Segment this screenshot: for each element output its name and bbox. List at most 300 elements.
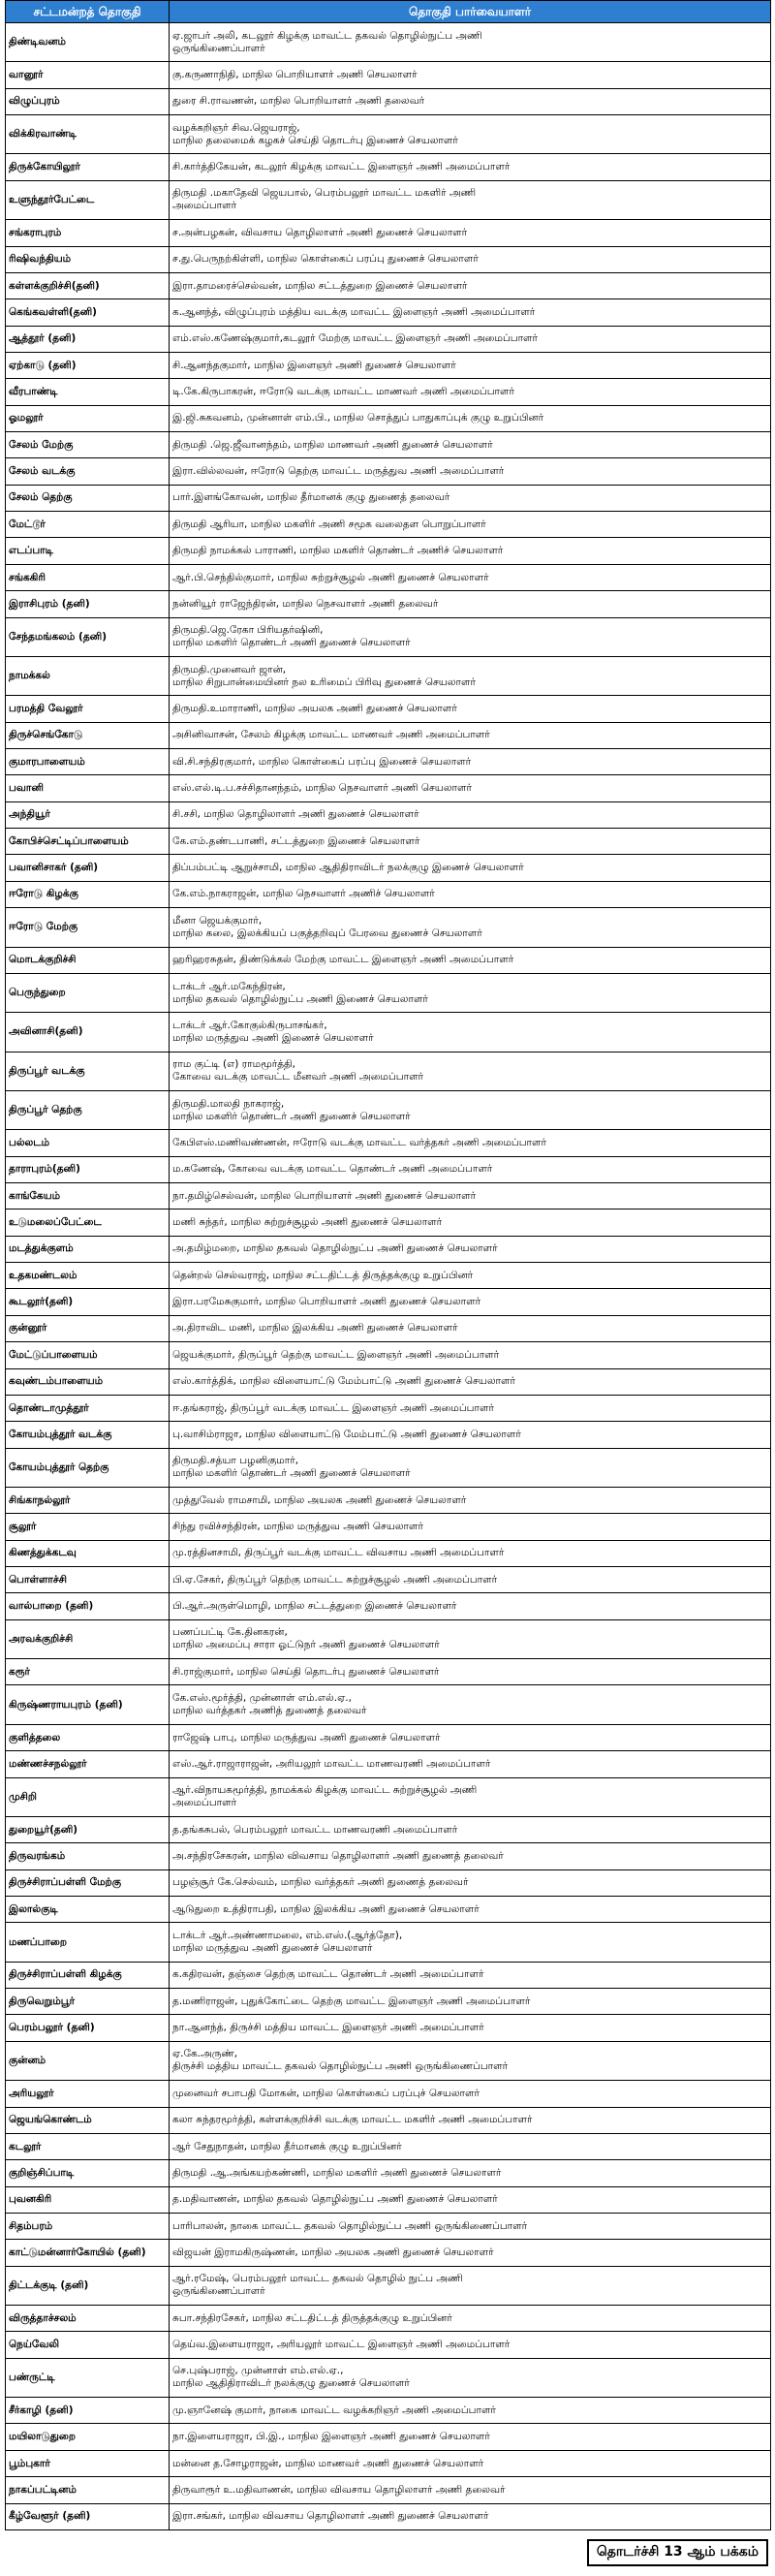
constituency-cell: கடலூர்	[6, 2133, 170, 2159]
observer-cell	[170, 458, 771, 485]
constituency-cell: ஏற்காடு (தனி)	[6, 352, 170, 378]
constituency-cell: விக்கிரவாண்டி	[6, 115, 170, 154]
observer-cell	[170, 1777, 771, 1816]
observer-cell	[170, 485, 771, 511]
observer-cell	[170, 1923, 771, 1962]
table-row	[6, 2133, 771, 2159]
observer-line: அ.தமிழ்மறை, மாநில தகவல் தொழில்நுட்ப அணி துணைச் செயலாளர்	[172, 1242, 498, 1255]
table-row	[6, 1289, 771, 1315]
table-row	[6, 1368, 771, 1395]
table-row	[6, 908, 771, 947]
table-row	[6, 696, 771, 722]
table-row	[6, 1897, 771, 1923]
observer-cell	[170, 829, 771, 855]
observer-line: ஆர்.ரமேஷ், பெரம்பலூர் மாவட்ட தகவல் தொழில் நுட்ப அணி	[172, 2273, 463, 2285]
constituency-cell: ஈரோடு மேற்கு	[6, 908, 170, 947]
observer-cell	[170, 1593, 771, 1619]
observer-line: திருமதி.ஜெ.ரேகா பிரியதர்ஷினி,	[172, 624, 324, 637]
constituency-cell: நாகப்பட்டினம்	[6, 2477, 170, 2503]
table-row	[6, 1514, 771, 1540]
observer-line: பு.வாசிம்ராஜா, மாநில விளையாட்டு மேம்பாட்டு அணி துணைச் செயலாளர்	[172, 1428, 521, 1440]
observer-line: மாநில அமைப்பு சாரா ஓட்டுநர் அணி துணைச் செயலாளர்	[172, 1639, 440, 1651]
observer-line: இரா.தாமரைச்செல்வன், மாநில சட்டத்துறை இணைச் செயலாளர்	[172, 279, 468, 292]
table-row	[6, 1989, 771, 2015]
table-row	[6, 1209, 771, 1236]
constituency-cell: குறிஞ்சிப்பாடி	[6, 2160, 170, 2186]
observer-line: டாக்டர் ஆர்.மகேந்திரன்,	[172, 980, 286, 992]
table-row	[6, 352, 771, 378]
observer-line: ஏ.கே.அருண்,	[172, 2048, 238, 2060]
table-row	[6, 2041, 771, 2080]
constituency-cell: மயிலாடுதுறை	[6, 2424, 170, 2450]
constituency-cell: கோபிச்செட்டிப்பாளையம்	[6, 829, 170, 855]
observer-cell	[170, 564, 771, 590]
constituency-cell: குமாரபாளையம்	[6, 748, 170, 774]
observer-cell	[170, 2133, 771, 2159]
constituency-cell: பொள்ளாச்சி	[6, 1567, 170, 1593]
table-row	[6, 1777, 771, 1816]
constituency-cell: மேட்டுப்பாளையம்	[6, 1342, 170, 1368]
observer-line: சி.கார்த்திகேயன், கடலூர் கிழக்கு மாவட்ட இளைஞர் அணி அமைப்பாளர்	[172, 161, 511, 173]
constituency-cell: உளுந்தூர்பேட்டை	[6, 180, 170, 219]
observer-line: திருமதி .மகாதேவி ஜெயபால், பெரம்பலூர் மாவட்ட மகளிர் அணி	[172, 187, 477, 200]
observer-line: முனைவர் சபாபதி மோகன், மாநில கொள்கைப் பரப்புச் செயலாளர்	[172, 2087, 480, 2099]
observer-line: மாநில ஆதிதிராவிடர் நலக்குழு துணைச் செயலாளர்	[172, 2377, 410, 2390]
observer-line: கலா சுந்தரமூர்த்தி, கள்ளக்குறிச்சி வடக்கு மாவட்ட மகளிர் அணி அமைப்பாளர்	[172, 2114, 533, 2126]
observer-line: கே.எம்.தண்டபாணி, சட்டத்துறை இணைச் செயலாளர்	[172, 834, 420, 847]
observer-line: மாநில மகளிர் தொண்டர் அணி துணைச் செயலாளர்	[172, 1110, 411, 1122]
constituency-cell: சங்கராபுரம்	[6, 220, 170, 246]
constituency-cell: திருவரங்கம்	[6, 1843, 170, 1869]
observer-line: திப்பம்பட்டி ஆறுச்சாமி, மாநில ஆதிதிராவிடர் நலக்குழு இணைச் செயலாளர்	[172, 862, 524, 874]
observer-cell	[170, 379, 771, 405]
observer-cell	[170, 299, 771, 326]
observer-cell	[170, 1289, 771, 1315]
table-row	[6, 2450, 771, 2476]
observer-line: சி.ராஜ்குமார், மாநில செய்தி தொடர்பு துணைச் செயலாளர்	[172, 1665, 440, 1678]
table-row	[6, 246, 771, 272]
constituency-cell: வானூர்	[6, 62, 170, 88]
table-row	[6, 458, 771, 485]
constituency-cell: காங்கேயம்	[6, 1183, 170, 1209]
observer-cell	[170, 908, 771, 947]
table-row	[6, 220, 771, 246]
constituency-cell: நெய்வேலி	[6, 2332, 170, 2358]
table-row	[6, 2503, 771, 2529]
constituency-cell: விழுப்புரம்	[6, 88, 170, 114]
observer-line: இரா.சங்கர், மாநில விவசாய தொழிலாளர் அணி துணைச் செயலாளர்	[172, 2510, 489, 2523]
observer-line: ஆர் சேதுநாதன், மாநில தீர்மானக் குழு உறுப்பினர்	[172, 2140, 402, 2152]
observer-cell	[170, 1897, 771, 1923]
observer-cell	[170, 1685, 771, 1724]
observer-cell	[170, 2450, 771, 2476]
observer-cell	[170, 1751, 771, 1777]
table-row	[6, 2015, 771, 2041]
table-row	[6, 1869, 771, 1896]
observer-line: டி.கே.கிருபாகரன், ஈரோடு வடக்கு மாவட்ட மாணவர் அணி அமைப்பாளர்	[172, 385, 514, 397]
table-row	[6, 1342, 771, 1368]
observers-table	[5, 0, 771, 2530]
table-row	[6, 1130, 771, 1156]
table-row	[6, 1685, 771, 1724]
constituency-cell: அந்தியூர்	[6, 801, 170, 828]
observer-cell	[170, 2240, 771, 2266]
observer-cell	[170, 2477, 771, 2503]
constituency-cell: சேலம் வடக்கு	[6, 458, 170, 485]
table-row	[6, 1263, 771, 1289]
observer-line: அ.திராவிட மணி, மாநில இலக்கிய அணி துணைச் செயலாளர்	[172, 1322, 458, 1335]
constituency-cell: ஜெயங்கொண்டம்	[6, 2107, 170, 2133]
observer-line: ஜெயக்குமார், திருப்பூர் தெற்கு மாவட்ட இளைஞர் அணி அமைப்பாளர்	[172, 1348, 500, 1361]
table-row	[6, 1567, 771, 1593]
constituency-cell: வால்பாறை (தனி)	[6, 1593, 170, 1619]
observer-line: திருமதி.உமாராணி, மாநில அயலக அணி துணைச் செயலாளர்	[172, 702, 457, 714]
observer-line: சுபா.சந்திரசேகர், மாநில சட்டதிட்டத் திருத்தக்குழு உறுப்பினர்	[172, 2311, 452, 2324]
table-row	[6, 299, 771, 326]
observer-line: மாநில மகளிர் தொண்டர் அணி துணைச் செயலாளர்	[172, 1467, 411, 1480]
observer-cell	[170, 2306, 771, 2332]
observer-cell	[170, 1315, 771, 1341]
document-page	[5, 0, 770, 2560]
table-row	[6, 538, 771, 564]
table-row	[6, 722, 771, 748]
observer-line: ஏ.ஜாபர் அலி, கடலூர் கிழக்கு மாவட்ட தகவல் தொழில்நுட்ப அணி	[172, 29, 482, 42]
table-row	[6, 1593, 771, 1619]
constituency-cell: திருச்சிராப்பள்ளி கிழக்கு	[6, 1962, 170, 1988]
observer-line: எஸ்.எல்.டி.ப.சச்சிதானந்தம், மாநில நெசவாளர் அணி செயலாளர்	[172, 782, 472, 795]
observer-line: அமைப்பாளர்	[172, 1797, 237, 1809]
observer-cell	[170, 246, 771, 272]
constituency-cell: ரிஷிவந்தியம்	[6, 246, 170, 272]
observer-line: வழக்கறிஞர் சிவ.ஜெயராஜ்,	[172, 121, 300, 134]
table-row	[6, 272, 771, 298]
observer-line: ஒருங்கிணைப்பாளர்	[172, 2285, 265, 2298]
observer-cell	[170, 656, 771, 695]
observer-cell	[170, 1448, 771, 1487]
constituency-cell: காட்டுமன்னார்கோயில் (தனி)	[6, 2240, 170, 2266]
constituency-cell: மண்ணச்சநல்லூர்	[6, 1751, 170, 1777]
observer-cell	[170, 326, 771, 352]
observer-line: சிந்து ரவிச்சந்திரன், மாநில மருத்துவ அணி செயலாளர்	[172, 1521, 423, 1532]
observer-cell	[170, 881, 771, 907]
table-row	[6, 326, 771, 352]
table-row	[6, 1659, 771, 1685]
table-row	[6, 2424, 771, 2450]
observer-line: மாநில தகவல் தொழில்நுட்ப அணி இணைச் செயலாளர்	[172, 992, 428, 1005]
constituency-cell: தாராபுரம்(தனி)	[6, 1156, 170, 1182]
observer-cell	[170, 1962, 771, 1988]
constituency-cell: முசிறி	[6, 1777, 170, 1816]
observer-cell	[170, 1395, 771, 1421]
table-row	[6, 115, 771, 154]
table-row	[6, 1156, 771, 1182]
observer-line: மன்னை த.சோழராஜன், மாநில மாணவர் அணி துணைச் செயலாளர்	[172, 2457, 484, 2469]
observer-cell	[170, 2424, 771, 2450]
constituency-cell: திருச்சிராப்பள்ளி மேற்கு	[6, 1869, 170, 1896]
constituency-cell: ஓமலூர்	[6, 405, 170, 431]
observer-cell	[170, 1619, 771, 1658]
observer-cell	[170, 2160, 771, 2186]
observer-line: ஹரிஹரசுதன், திண்டுக்கல் மேற்கு மாவட்ட இளைஞர் அணி அமைப்பாளர்	[172, 954, 514, 966]
constituency-cell: திருவெறும்பூர்	[6, 1989, 170, 2015]
observer-cell	[170, 1013, 771, 1052]
constituency-cell: கிருஷ்ணராயபுரம் (தனி)	[6, 1685, 170, 1724]
observer-line: விஜயன் இராமகிருஷ்ணன், மாநில அயலக அணி துணைச் செயலாளர்	[172, 2246, 494, 2258]
constituency-cell: பரமத்தி வேலூர்	[6, 696, 170, 722]
table-row	[6, 88, 771, 114]
observer-cell	[170, 1130, 771, 1156]
observer-cell	[170, 2186, 771, 2213]
constituency-cell: தொண்டாமுத்தூர்	[6, 1395, 170, 1421]
constituency-cell: திண்டிவனம்	[6, 23, 170, 62]
constituency-cell: இராசிபுரம் (தனி)	[6, 591, 170, 617]
constituency-cell: இலால்குடி	[6, 1897, 170, 1923]
observer-line: இரா.பரமேசுகுமார், மாநில பொறியாளர் அணி துணைச் செயலாளர்	[172, 1296, 481, 1308]
constituency-cell: பெரம்பலூர் (தனி)	[6, 2015, 170, 2041]
table-row	[6, 2186, 771, 2213]
constituency-cell: சேலம் தெற்கு	[6, 485, 170, 511]
observer-line: அ.சந்திரசேகரன், மாநில விவசாய தொழிலாளர் அணி துணைத் தலைவர்	[172, 1849, 504, 1862]
observer-cell	[170, 2213, 771, 2239]
observer-line: முத்துவேல் ராமசாமி, மாநில அயலக அணி துணைச் செயலாளர்	[172, 1493, 467, 1506]
observer-cell	[170, 696, 771, 722]
constituency-cell: கள்ளக்குறிச்சி(தனி)	[6, 272, 170, 298]
constituency-cell: அரவக்குறிச்சி	[6, 1619, 170, 1658]
observer-cell	[170, 2332, 771, 2358]
observer-line: த.மணிராஜன், புதுக்கோட்டை தெற்கு மாவட்ட இளைஞர் அணி அமைப்பாளர்	[172, 1995, 531, 2007]
observer-line: எம்.எஸ்.கணேஷ்குமார்,கடலூர் மேற்கு மாவட்ட இளைஞர் அணி அமைப்பாளர்	[172, 332, 539, 345]
observer-line: ம.கணேஷ், கோவை வடக்கு மாவட்ட தொண்டர் அணி அமைப்பாளர்	[172, 1163, 493, 1176]
observer-line: திருமதி.சத்யா பழனிகுமார்,	[172, 1455, 299, 1467]
observer-line: இரா.வில்லவன், ஈரோடு தெற்கு மாவட்ட மருத்துவ அணி அமைப்பாளர்	[172, 465, 505, 478]
table-row	[6, 154, 771, 180]
observer-cell	[170, 1156, 771, 1182]
observer-cell	[170, 115, 771, 154]
observer-cell	[170, 855, 771, 881]
observer-line: டாக்டர் ஆர்.கோகுல்கிருபாசங்கர்,	[172, 1019, 327, 1031]
table-row	[6, 1843, 771, 1869]
observer-cell	[170, 1724, 771, 1750]
column-header-observer: தொகுதி பார்வையாளர்	[170, 1, 771, 23]
observer-line: கு.கருணாநிதி, மாநில பொறியாளர் அணி செயலாளர்	[172, 69, 418, 81]
table-row	[6, 2477, 771, 2503]
constituency-cell: திருப்பூர் தெற்கு	[6, 1090, 170, 1129]
constituency-cell: பவானிசாகர் (தனி)	[6, 855, 170, 881]
observer-cell	[170, 1869, 771, 1896]
observer-line: மு.ரத்தினசாமி, திருப்பூர் வடக்கு மாவட்ட விவசாய அணி அமைப்பாளர்	[172, 1547, 505, 1559]
constituency-cell: குளித்தலை	[6, 1724, 170, 1750]
observer-cell	[170, 1368, 771, 1395]
table-body	[6, 23, 771, 2530]
observer-line: பணப்பட்டி கே.தினகரன்,	[172, 1626, 288, 1639]
constituency-cell: மேட்டூர்	[6, 512, 170, 538]
table-row	[6, 2081, 771, 2107]
observer-line: பி.ஏ.சேகர், திருப்பூர் தெற்கு மாவட்ட சுற்றுச்சூழல் அணி அமைப்பாளர்	[172, 1573, 498, 1586]
table-header-row	[6, 1, 771, 23]
constituency-cell: துறையூர்(தனி)	[6, 1816, 170, 1842]
observer-line: மீனா ஜெயக்குமார்,	[172, 914, 263, 927]
table-row	[6, 62, 771, 88]
observer-cell	[170, 1236, 771, 1262]
observer-line: மாநில மகளிர் தொண்டர் அணி துணைச் செயலாளர்	[172, 637, 411, 649]
observer-cell	[170, 180, 771, 219]
observer-line: நா.இளையராஜா, பி.இ., மாநில இளைஞர் அணி துணைச் செயலாளர்	[172, 2431, 490, 2443]
constituency-cell: உடுமலைப்பேட்டை	[6, 1209, 170, 1236]
table-row	[6, 2398, 771, 2424]
table-row	[6, 1962, 771, 1988]
observer-line: திருமதி .ஆ.அங்கயற்கண்ணி, மாநில மகளிர் அணி துணைச் செயலாளர்	[172, 2166, 502, 2179]
table-row	[6, 2306, 771, 2332]
observer-line: எஸ்.ஆர்.ராஜாராஜன், அரியலூர் மாவட்ட மாணவரணி அமைப்பாளர்	[172, 1757, 491, 1770]
observer-line: மு.ஞானேஷ் குமார், நாகை மாவட்ட வழக்கறிஞர் அணி அமைப்பாளர்	[172, 2403, 496, 2416]
table-row	[6, 2160, 771, 2186]
observer-cell	[170, 2081, 771, 2107]
table-row	[6, 748, 771, 774]
constituency-cell: அவினாசி(தனி)	[6, 1013, 170, 1052]
observer-cell	[170, 1052, 771, 1090]
observer-line: த.தங்கசுபல், பெரம்பலூர் மாவட்ட மாணவரணி அமைப்பாளர்	[172, 1823, 458, 1836]
constituency-cell: குன்னம்	[6, 2041, 170, 2080]
observer-line: தெய்வ.இளையராஜா, அரியலூர் மாவட்ட இளைஞர் அணி அமைப்பாளர்	[172, 2339, 511, 2351]
observer-line: வி.சி.சந்திரகுமார், மாநில கொள்கைப் பரப்பு இணைச் செயலாளர்	[172, 755, 472, 768]
observer-cell	[170, 62, 771, 88]
observer-cell	[170, 352, 771, 378]
observer-line: திருச்சி மத்திய மாவட்ட தகவல் தொழில்நுட்ப அணி ஒருங்கிணைப்பாளர்	[172, 2060, 509, 2073]
table-row	[6, 1315, 771, 1341]
table-row	[6, 973, 771, 1012]
observer-cell	[170, 1816, 771, 1842]
observer-line: த.மதிவாணன், மாநில தகவல் தொழில்நுட்ப அணி துணைச் செயலாளர்	[172, 2193, 498, 2206]
constituency-cell: பவானி	[6, 775, 170, 801]
constituency-cell: சேந்தமங்கலம் (தனி)	[6, 617, 170, 656]
constituency-cell: மணப்பாறை	[6, 1923, 170, 1962]
observer-cell	[170, 272, 771, 298]
observer-cell	[170, 512, 771, 538]
table-row	[6, 1236, 771, 1262]
observer-line: மணி சுந்தர், மாநில சுற்றுச்சூழல் அணி துணைச் செயலாளர்	[172, 1216, 443, 1229]
table-row	[6, 1724, 771, 1750]
constituency-cell: கிணத்துக்கடவு	[6, 1540, 170, 1566]
observer-line: கோவை வடக்கு மாவட்ட மீனவர் அணி அமைப்பாளர்	[172, 1071, 424, 1084]
table-row	[6, 1090, 771, 1129]
table-row	[6, 379, 771, 405]
observer-cell	[170, 220, 771, 246]
observer-cell	[170, 1342, 771, 1368]
constituency-cell: திருச்செங்கோடு	[6, 722, 170, 748]
observer-line: ஆடுதுறை உத்திராபதி, மாநில இலக்கிய அணி துணைச் செயலாளர்	[172, 1902, 480, 1915]
observer-line: திருமதி.மாலதி நாகராஜ்,	[172, 1097, 285, 1110]
table-row	[6, 564, 771, 590]
observer-line: நா.ஆனந்த், திருச்சி மத்திய மாவட்ட இளைஞர் அணி அமைப்பாளர்	[172, 2022, 484, 2034]
observer-cell	[170, 1567, 771, 1593]
table-row	[6, 591, 771, 617]
table-row	[6, 855, 771, 881]
observer-cell	[170, 2015, 771, 2041]
observer-line: க.ஆனந்த், விழுப்புரம் மத்திய வடக்கு மாவட்ட இளைஞர் அணி அமைப்பாளர்	[172, 305, 536, 318]
table-row	[6, 1013, 771, 1052]
constituency-cell: பல்லடம்	[6, 1130, 170, 1156]
observer-cell	[170, 405, 771, 431]
constituency-cell: கீழ்வேளூர் (தனி)	[6, 2503, 170, 2529]
table-row	[6, 1395, 771, 1421]
observer-line: சி.சசி, மாநில தொழிலாளர் அணி துணைச் செயலாளர்	[172, 808, 419, 821]
table-row	[6, 405, 771, 431]
constituency-cell: பண்ருட்டி	[6, 2358, 170, 2397]
observer-line: அமைப்பாளர்	[172, 200, 237, 212]
table-row	[6, 1052, 771, 1090]
observer-cell	[170, 1263, 771, 1289]
observer-cell	[170, 538, 771, 564]
table-row	[6, 2266, 771, 2305]
observer-cell	[170, 775, 771, 801]
table-row	[6, 1422, 771, 1448]
observer-line: மாநில மருத்துவ அணி துணைச் செயலாளர்	[172, 1942, 373, 1955]
observer-cell	[170, 2041, 771, 2080]
table-row	[6, 617, 771, 656]
observer-line: பார்.இளங்கோவன், மாநில தீர்மானக் குழு துணைத் தலைவர்	[172, 491, 450, 504]
observer-line: திருமதி.முனைவர் ஜான்,	[172, 663, 287, 675]
constituency-cell: புவனகிரி	[6, 2186, 170, 2213]
constituency-cell: நாமக்கல்	[6, 656, 170, 695]
constituency-cell: விருத்தாச்சலம்	[6, 2306, 170, 2332]
table-row	[6, 2358, 771, 2397]
table-row	[6, 656, 771, 695]
constituency-cell: உதகமண்டலம்	[6, 1263, 170, 1289]
constituency-cell: பூம்புகார்	[6, 2450, 170, 2476]
observer-line: தென்றல் செல்வராஜ், மாநில சட்டதிட்டத் திருத்தக்குழு உறுப்பினர்	[172, 1269, 474, 1281]
table-row	[6, 1619, 771, 1658]
table-row	[6, 485, 771, 511]
observer-line: ஒருங்கிணைப்பாளர்	[172, 42, 265, 54]
constituency-cell: சூலூர்	[6, 1514, 170, 1540]
observer-cell	[170, 1989, 771, 2015]
observer-line: கே.எஸ்.மூர்த்தி, முன்னாள் எம்.எல்.ஏ.,	[172, 1692, 352, 1705]
constituency-cell: ஆத்தூர் (தனி)	[6, 326, 170, 352]
observer-line: க.கதிரவன், தஞ்சை தெற்கு மாவட்ட தொண்டர் அணி அமைப்பாளர்	[172, 1968, 484, 1981]
table-row	[6, 1751, 771, 1777]
table-row	[6, 801, 771, 828]
constituency-cell: திருப்பூர் வடக்கு	[6, 1052, 170, 1090]
constituency-cell: சீர்காழி (தனி)	[6, 2398, 170, 2424]
observer-line: பாரிபாலன், நாகை மாவட்ட தகவல் தொழில்நுட்ப அணி ஒருங்கிணைப்பாளர்	[172, 2219, 528, 2232]
constituency-cell: கூடலூர்(தனி)	[6, 1289, 170, 1315]
constituency-cell: மொடக்குறிச்சி	[6, 947, 170, 973]
observer-line: ராம குட்டி (எ) ராமமூர்த்தி,	[172, 1058, 295, 1071]
constituency-cell: கோயம்புத்தூர் வடக்கு	[6, 1422, 170, 1448]
table-row	[6, 2240, 771, 2266]
observer-cell	[170, 591, 771, 617]
observer-line: திருமதி நாமக்கல் பாராணி, மாநில மகளிர் தொண்டர் அணிச் செயலாளர்	[172, 545, 504, 557]
table-row	[6, 1540, 771, 1566]
constituency-cell: சேலம் மேற்கு	[6, 432, 170, 458]
observer-line: டாக்டர் ஆர்.அண்ணாமலை, எம்.எஸ்.(ஆர்த்தோ),	[172, 1930, 403, 1942]
table-row	[6, 2332, 771, 2358]
table-row	[6, 829, 771, 855]
observer-cell	[170, 1209, 771, 1236]
observer-line: ஆர்.பி.செந்தில்குமார், மாநில சுற்றுச்சூழல் அணி துணைச் செயலாளர்	[172, 571, 489, 583]
observer-cell	[170, 2358, 771, 2397]
observer-line: நன்னியூர் ராஜேந்திரன், மாநில நெசவாளர் அணி தலைவர்	[172, 597, 439, 610]
observer-line: நா.தமிழ்செல்வன், மாநில பொறியாளர் அணி துணைச் செயலாளர்	[172, 1189, 477, 1202]
observer-line: கேபிஎஸ்.மணிவண்ணன், ஈரோடு வடக்கு மாவட்ட வர்த்தகர் அணி அமைப்பாளர்	[172, 1136, 546, 1148]
observer-cell	[170, 154, 771, 180]
observer-line: சி.ஆனந்தகுமார், மாநில இளைஞர் அணி துணைச் செயலாளர்	[172, 359, 456, 371]
observer-cell	[170, 973, 771, 1012]
observer-line: திருவாரூர் உ.மதிவாணன், மாநில விவசாய தொழிலாளர் அணி தலைவர்	[172, 2483, 506, 2496]
observer-line: மாநில சிறுபான்மையினர் நல உரிமைப் பிரிவு துணைச் செயலாளர்	[172, 675, 476, 688]
observer-line: அசினிவாசன், சேலம் கிழக்கு மாவட்ட மாணவர் அணி அமைப்பாளர்	[172, 729, 490, 741]
observer-cell	[170, 2266, 771, 2305]
